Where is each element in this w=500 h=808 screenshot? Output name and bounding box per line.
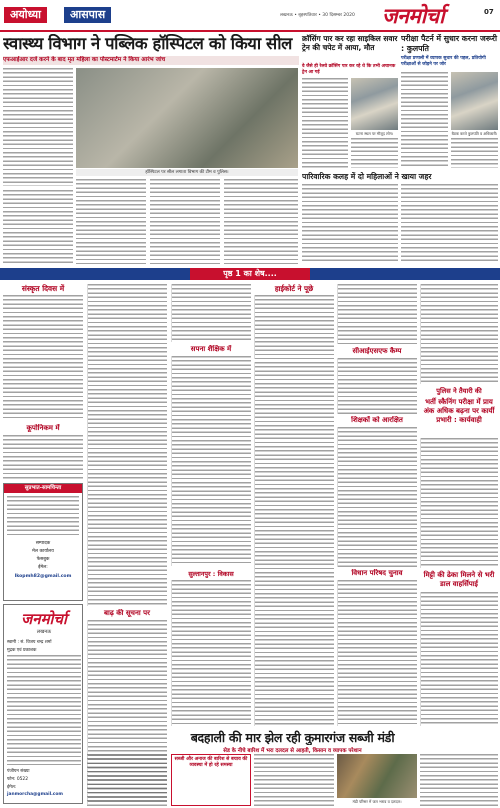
bottom-story-body-c xyxy=(420,754,498,806)
col-cooperative-headline: कूपोनिकम में xyxy=(26,424,60,432)
subscription-line-3: फेसबुक xyxy=(36,557,50,562)
col-vidhan-headline: विधान परिषद चुनाव xyxy=(351,569,403,577)
top-story-body-col1b xyxy=(3,190,73,264)
col-cooperative-body xyxy=(3,435,83,479)
section-label-right: आसपास xyxy=(64,7,111,23)
cycle-story-subhead: वे जैसे ही रेलवे क्रॉसिंग पार कर रहे थे कि तभी अचानक ट्रेन आ गई xyxy=(302,64,396,75)
col-highcourt-headline: हाईकोर्ट ने पूछे xyxy=(274,284,314,293)
col2-body-top xyxy=(87,284,167,606)
col-teachers-body xyxy=(337,427,417,567)
exam-story-caption: बैठक करते कुलपति व अधिकारी। xyxy=(451,131,498,136)
footer-line-1: स्वामी : सं. विजय चन्द्र शर्मा xyxy=(7,640,52,645)
footer-line-4: फोन: 0522 xyxy=(7,777,29,782)
top-story-headline: स्वास्थ्य विभाग ने पब्लिक हॉस्पिटल को किया सील xyxy=(3,34,292,53)
col-recruit-headline: भर्ती स्कैनिंग परीक्षा में प्राय अंक अधिक बढ़ना पर कार्यी प्रभारी : कार्यवाही xyxy=(423,398,495,424)
top-story-body-col1 xyxy=(3,68,73,186)
col-seo-headline: सीआईएसएफ कैम्प xyxy=(352,347,402,355)
bottom-story-subhead: सेड के नीचे बारिश में भरा दलदल से आहती, किसान व व्यापक परेशान xyxy=(223,748,362,754)
top-story-body-col4 xyxy=(224,179,298,264)
cycle-story-body-b xyxy=(351,138,398,168)
subscription-line-1: सम्पादक xyxy=(35,541,51,546)
subscription-title: सुप्रभात-सामचिन्ता xyxy=(4,484,82,493)
bottom-story-inset-title: सब्जी और अनाज की बारिश से बचाव की व्यवस्था में हो रहे समस्या xyxy=(174,757,248,769)
footer-body xyxy=(7,655,81,765)
footer-brand: जनमोर्चा xyxy=(21,610,67,628)
top-story-photo xyxy=(76,68,298,168)
col-seo-body xyxy=(337,358,417,414)
exam-story-subhead: परीक्षा प्रणाली में व्यापक सुधार की पहल, प्रतियोगी परीक्षाओं से जोड़ने पर जोर xyxy=(401,56,486,67)
family-story-body-a xyxy=(302,184,398,264)
col-sultanpur-body xyxy=(171,580,251,726)
col4-body-mid xyxy=(254,362,334,726)
col-sanskrit-headline: संस्कृत दिवस में xyxy=(21,284,65,293)
col-flood-headline: बाढ़ की सूचना पर xyxy=(104,609,150,617)
issue-line: लखनऊ • बृहस्पतिवार • 30 दिसम्बर 2020 xyxy=(280,13,355,18)
col3-body-top xyxy=(171,284,251,342)
cycle-story-headline: क्रॉसिंग पार कर रहा साइकिल सवार ट्रेन की चपेट में आया, मौत xyxy=(302,34,398,53)
family-story-headline: पारिवारिक कलह में दो महिलाओं ने खाया जहर xyxy=(302,172,432,181)
cycle-story-caption: घटना स्थल पर मौजूद लोग। xyxy=(355,131,394,136)
bottom-story-caption: मंडी परिसर में जल भराव व दलदल। xyxy=(352,799,402,804)
continued-banner-label: पृष्ठ 1 का शेष.... xyxy=(190,268,310,280)
col-vidhan-body xyxy=(337,580,417,726)
footer-line-3: पंजीयन संख्या xyxy=(7,769,30,774)
col5-body-top xyxy=(337,284,417,344)
col-police-headline: पुलिस ने तैयारी की xyxy=(436,387,482,395)
col-highcourt-body xyxy=(254,295,334,359)
bottom-story-body-a xyxy=(87,754,167,806)
col-recruit-body xyxy=(420,438,498,568)
col-teachers-headline: शिक्षकों को आरक्षित xyxy=(351,416,403,424)
section-label-left: अयोध्या xyxy=(4,7,47,23)
subscription-line-2: मेल कार्यालय xyxy=(32,549,54,554)
top-story-body-col2 xyxy=(76,179,146,264)
col-samudra-headline: सपना शैक्षिक में xyxy=(190,345,232,353)
bottom-story-inset xyxy=(171,754,251,806)
subscription-email: lkopmh82@gmail.com xyxy=(14,574,72,579)
family-story-body-b xyxy=(401,184,498,264)
bottom-story-headline: बदहाली की मार झेल रही कुमारगंज सब्जी मंडी xyxy=(190,730,395,745)
col-sultanpur-headline: सुल्तानपुर : विकास xyxy=(188,570,234,578)
footer-tagline: लखनऊ xyxy=(36,629,52,635)
col-samudra-body xyxy=(171,356,251,566)
exam-story-headline: परीक्षा पैटर्न में सुधार करना जरूरी : कुलपति xyxy=(401,34,498,53)
subscription-body xyxy=(7,496,79,536)
subscription-line-4: ईमेल: xyxy=(38,565,48,570)
col-mitti-body xyxy=(420,592,498,726)
top-story-photo-caption: हॉस्पिटल पर सील लगाता विभाग की टीम व पुलिस। xyxy=(76,169,298,176)
page-number: 07 xyxy=(484,8,494,16)
brand-logo: जनमोर्चा xyxy=(382,4,445,28)
bottom-story-body-b xyxy=(254,754,334,806)
top-story-body-col3 xyxy=(150,179,220,264)
footer-logo-box xyxy=(3,604,83,804)
col-mitti-headline: मिट्टी की ढेका मिलने से भरी डाल वाहर्सिपाई xyxy=(423,571,495,588)
masthead xyxy=(0,0,500,32)
exam-story-body-a xyxy=(401,72,448,168)
col-sanskrit-body xyxy=(3,295,83,421)
cycle-story-photo xyxy=(351,78,398,130)
col6-body-top xyxy=(420,284,498,384)
bottom-story-photo xyxy=(337,754,417,798)
continued-banner xyxy=(0,268,500,280)
exam-story-photo xyxy=(451,72,498,130)
top-story-subhead: एफआईआर दर्ज करने के बाद मृत महिला का पोस्टमार्टम ने किया आरंभ जांच xyxy=(3,56,299,65)
footer-line-5: ईमेल: xyxy=(7,785,17,790)
exam-story-body-b xyxy=(451,138,498,168)
subscription-box xyxy=(3,483,83,601)
footer-line-2: मुद्रक एवं प्रकाशक xyxy=(7,648,37,653)
cycle-story-body-a xyxy=(302,78,348,168)
footer-email: janmorcha@gmail.com xyxy=(7,792,63,797)
